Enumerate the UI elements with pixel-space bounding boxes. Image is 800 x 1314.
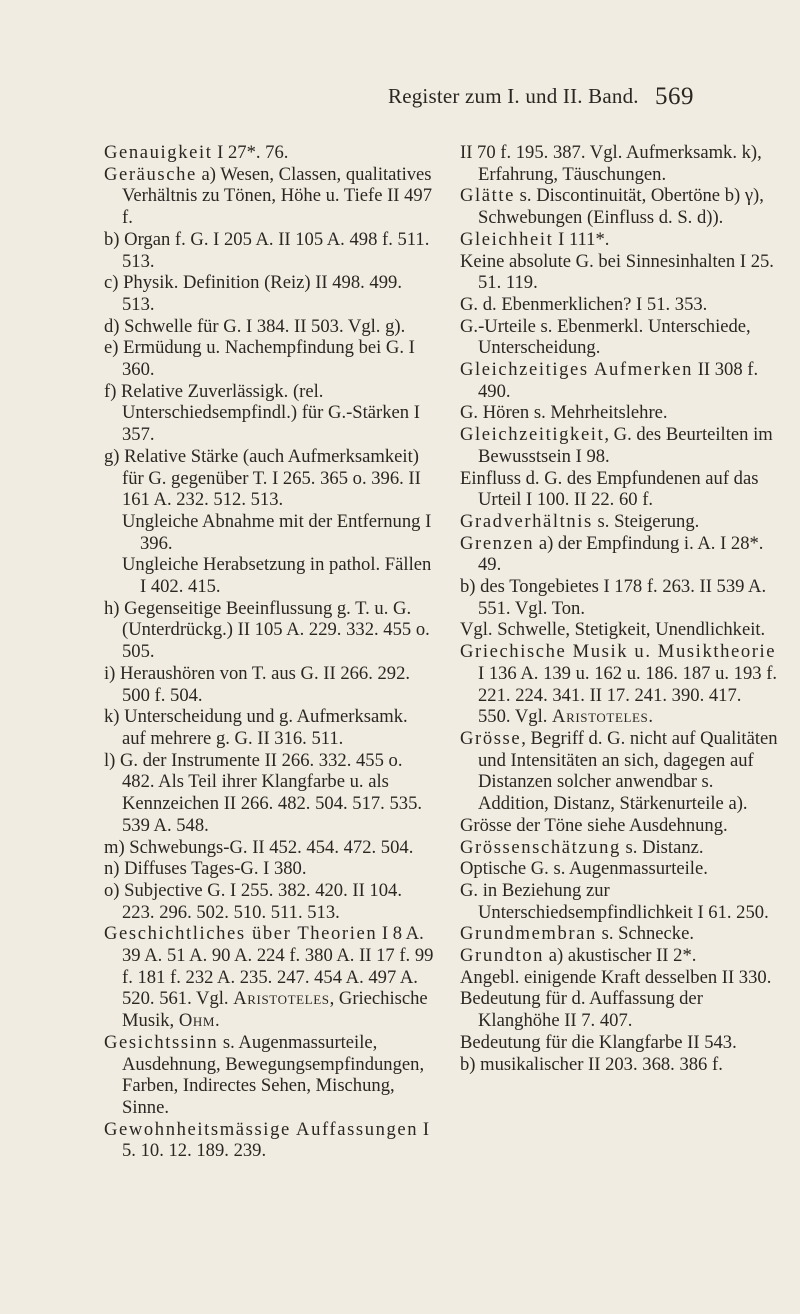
index-entry-genauigkeit	[104, 142, 434, 164]
index-entry-gleichzeitiges	[460, 359, 778, 402]
index-entry-gesichtssinn	[104, 1032, 434, 1119]
subentry: Bedeutung für d. Auffassung der Klanghöhe II 7. 407.	[460, 988, 703, 1032]
entry-refs: II 308 f. 490.	[478, 359, 759, 402]
subentry-n: n) Diffuses Tages-G. I 380.	[104, 858, 307, 880]
running-title: Register zum I. und II. Band.	[388, 84, 639, 108]
subentry-b: b) Organ f. G. I 205 A. II 105 A. 498 f. 511. 513.	[104, 228, 430, 272]
index-entry-geschichtliches	[104, 923, 434, 1032]
entry-refs: , Begriff d. G. nicht auf Qualitäten und Intensitäten an sich, dagegen auf Distanzen solcher anwendbar s. Addition, Distanz, Stärkenurteile a).	[478, 727, 778, 815]
entry-keyword: Grössenschätzung	[460, 836, 621, 858]
index-entry-grundmembran	[460, 923, 778, 945]
index-entry-gewohnheit	[104, 1119, 434, 1162]
entry-keyword: Gewohnheitsmässige Auffassungen	[104, 1118, 419, 1140]
entry-keyword: Grundton	[460, 945, 545, 967]
subentry: Bedeutung für die Klangfarbe II 543.	[460, 1031, 737, 1053]
subentry-k: k) Unterscheidung und g. Aufmerksamk. auf mehrere g. G. II 316. 511.	[104, 706, 408, 749]
entry-refs: a) akustischer II 2*.	[544, 945, 697, 967]
running-header	[0, 84, 800, 124]
entry-refs: .	[215, 1010, 220, 1032]
entry-keyword: Gesichtssinn	[104, 1031, 219, 1053]
index-entry-geraeusche	[104, 164, 434, 229]
entry-keyword: Geschichtliches über Theorien	[104, 923, 378, 945]
index-entry-griechische-musik	[460, 641, 778, 728]
continued-refs: II 70 f. 195. 387. Vgl. Aufmerksamk. k), Erfahrung, Täuschungen.	[460, 142, 762, 185]
subentry: Optische G. s. Augenmassurteile.	[460, 858, 708, 880]
subentry: Einfluss d. G. des Empfundenen auf das Urteil I 100. II 22. 60 f.	[460, 467, 759, 511]
subentry: G. d. Ebenmerklichen? I 51. 353.	[460, 293, 708, 315]
entry-keyword: Gradverhältnis	[460, 510, 593, 532]
index-entry-grenzen	[460, 533, 778, 576]
entry-refs: s. Steigerung.	[592, 510, 700, 532]
entry-keyword: Grundmembran	[460, 923, 597, 945]
entry-refs: s. Distanz.	[620, 836, 704, 858]
name-reference: Aristoteles	[233, 988, 330, 1010]
index-entry-gleichheit	[460, 229, 778, 251]
subentry-b: b) des Tongebietes I 178 f. 263. II 539 A. 551. Vgl. Ton.	[460, 576, 767, 619]
entry-refs: a) der Empfindung i. A. I 28*. 49.	[478, 532, 764, 576]
subentry: Angebl. einigende Kraft desselben II 330.	[460, 966, 772, 988]
entry-keyword: Gleichzeitigkeit	[460, 424, 605, 446]
subentry-g-continued: Ungleiche Abnahme mit der Entfernung I 396.	[122, 510, 432, 554]
entry-refs: a) Wesen, Classen, qualitatives Verhältnis zu Tönen, Höhe u. Tiefe II 497 f.	[122, 163, 433, 229]
subentry-l: l) G. der Instrumente II 266. 332. 455 o. 482. Als Teil ihrer Klangfarbe u. als Kennzeichen II 266. 482. 504. 517. 535. 539 A. 548.	[104, 749, 423, 836]
entry-keyword: Gleichzeitiges Aufmerken	[460, 359, 694, 381]
index-entry-grundton	[460, 945, 778, 967]
entry-keyword: Glätte	[460, 185, 516, 207]
index-entry-groessenschaetzung	[460, 837, 778, 859]
page-number: 569	[655, 83, 694, 110]
name-reference: Ohm	[178, 1010, 216, 1032]
entry-keyword: Grenzen	[460, 532, 535, 554]
entry-refs: s. Discontinuität, Obertöne b) γ), Schwebungen (Einfluss d. S. d)).	[478, 185, 764, 229]
entry-refs: , Griechische Musik,	[122, 988, 428, 1032]
subentry-c: c) Physik. Definition (Reiz) II 498. 499. 513.	[104, 272, 402, 315]
index-entry-glaette	[460, 185, 778, 228]
entry-keyword: Griechische Musik u. Musiktheorie	[460, 641, 777, 663]
entry-keyword: Geräusche	[104, 163, 197, 185]
entry-refs: I 5. 10. 12. 189. 239.	[122, 1118, 430, 1162]
name-reference: Aristoteles	[552, 706, 649, 728]
index-entry-groesse	[460, 728, 778, 815]
entry-refs: I 111*.	[553, 228, 610, 250]
subentry-g: g) Relative Stärke (auch Aufmerksamkeit) für G. gegenüber T. I 265. 365 o. 396. II 161 A. 232. 512. 513.	[104, 445, 421, 511]
entry-refs: I 8 A. 39 A. 51 A. 90 A. 224 f. 380 A. II 17 f. 99 f. 181 f. 232 A. 235. 247. 454 A. 497 A. 520. 561. Vgl.	[122, 923, 434, 1010]
subentry: G. in Beziehung zur Unterschiedsempfindlichkeit I 61. 250.	[460, 879, 769, 923]
subentry-o: o) Subjective G. I 255. 382. 420. II 104. 223. 296. 502. 510. 511. 513.	[104, 879, 402, 923]
index-entry-gradverhaeltnis	[460, 511, 778, 533]
entry-keyword: Grösse	[460, 727, 522, 749]
subentry-i: i) Heraushören von T. aus G. II 266. 292. 500 f. 504.	[104, 662, 411, 706]
subentry-d: d) Schwelle für G. I 384. II 503. Vgl. g).	[104, 315, 406, 337]
subentry-m: m) Schwebungs-G. II 452. 454. 472. 504.	[104, 836, 414, 858]
entry-refs: .	[648, 706, 654, 728]
subentry-e: e) Ermüdung u. Nachempfindung bei G. I 360.	[104, 337, 415, 381]
subentry-b: b) musikalischer II 203. 368. 386 f.	[460, 1053, 723, 1075]
entry-refs: , G. des Beurteilten im Bewusstsein I 98.	[478, 424, 773, 467]
subentry: G. Hören s. Mehrheitslehre.	[460, 402, 668, 424]
entry-refs: I 136 A. 139 u. 162 u. 186. 187 u. 193 f. 221. 224. 341. II 17. 241. 390. 417. 550. Vgl.	[478, 662, 778, 728]
subentry-h: h) Gegenseitige Beeinflussung g. T. u. G. (Unterdrückg.) II 105 A. 229. 332. 455 o. 505.	[104, 597, 430, 663]
entry-keyword: Gleichheit	[460, 228, 554, 250]
index-entry-gleichzeitigkeit	[460, 424, 778, 467]
subentry: Keine absolute G. bei Sinnesinhalten I 25. 51. 119.	[460, 250, 774, 294]
index-column-right	[460, 142, 778, 1075]
entry-keyword: Genauigkeit	[104, 142, 213, 163]
entry-refs: I 27*. 76.	[212, 142, 289, 163]
subentry-g-continued: Ungleiche Herabsetzung in pathol. Fällen I 402. 415.	[122, 554, 432, 598]
entry-refs: s. Augenmassurteile, Ausdehnung, Bewegungsempfindungen, Farben, Indirectes Sehen, Mischung, Sinne.	[122, 1031, 425, 1118]
entry-refs: s. Schnecke.	[596, 923, 695, 945]
subentry-f: f) Relative Zuverlässigk. (rel. Unterschiedsempfindl.) für G.-Stärken I 357.	[104, 380, 420, 446]
subentry: G.-Urteile s. Ebenmerkl. Unterschiede, Unterscheidung.	[460, 315, 751, 359]
index-column-left	[104, 142, 434, 1162]
subentry: Vgl. Schwelle, Stetigkeit, Unendlichkeit.	[460, 619, 766, 641]
subentry: Grösse der Töne siehe Ausdehnung.	[460, 814, 728, 836]
